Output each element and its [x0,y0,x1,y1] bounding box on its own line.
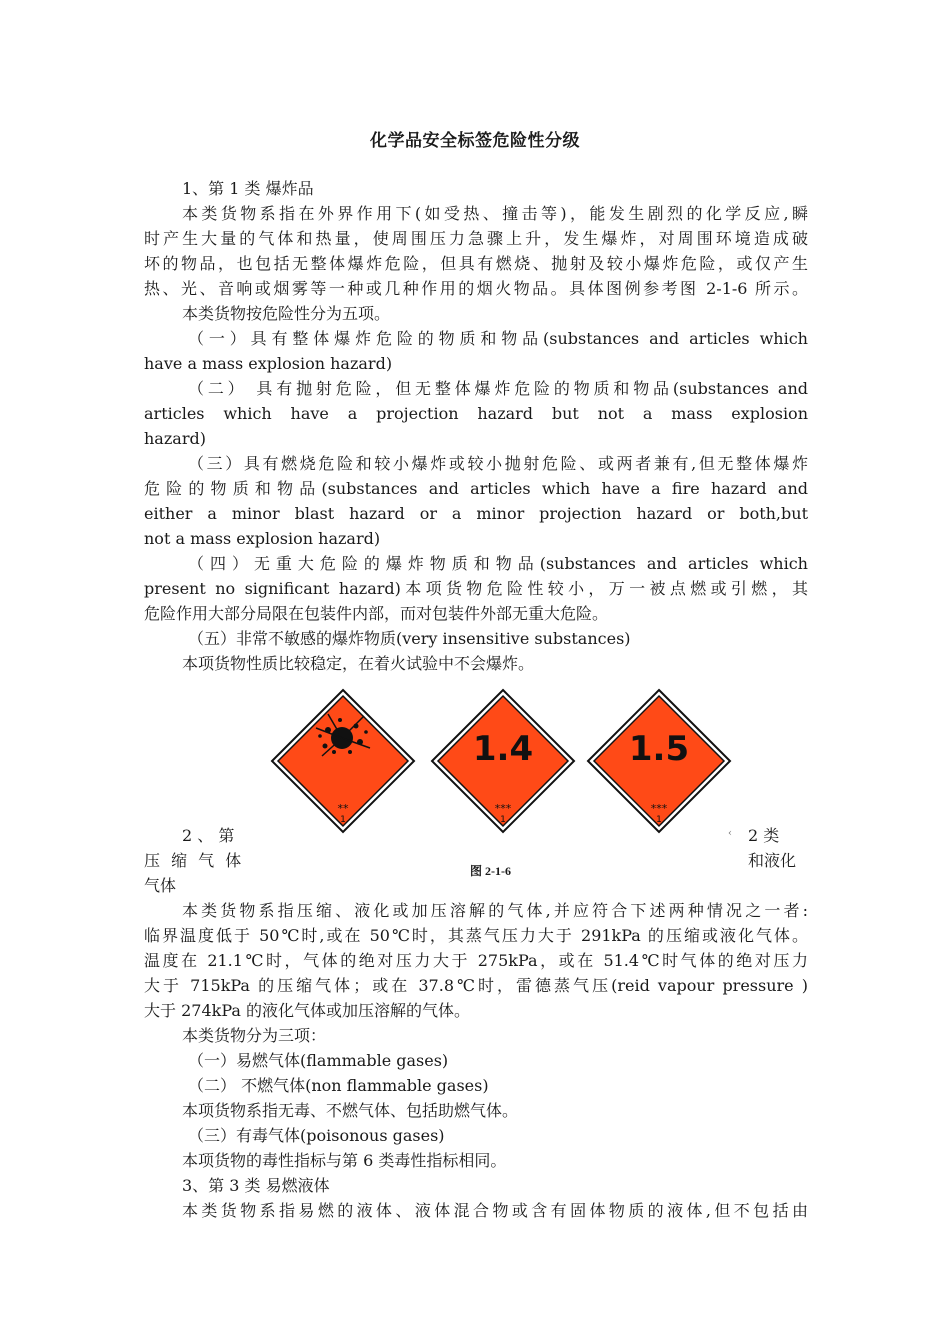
paragraph-line: 本类货物按危险性分为五项。 [182,304,391,323]
paragraph-line: 本类货物分为三项： [182,1026,327,1045]
sign-division-label: 1.5 [628,729,690,769]
section-2-heading-left: 气体 [144,876,177,895]
paragraph-line: 本项货物的毒性指标与第 6 类毒性指标相同。 [182,1151,507,1170]
paragraph-line: 本项货物性质比较稳定，在着火试验中不会爆炸。 [182,654,535,673]
list-item-line: （二） 具有抛射危险，但无整体爆炸危险的物质和物品(substances and [188,379,808,398]
explosive-1-1-diamond-sign [270,688,416,834]
list-item-line: hazard) [144,429,206,448]
list-item-line: （四）无重大危险的爆炸物质和物品(substances and articles which [188,554,808,573]
sign-class-number: 1 [340,815,346,825]
sign-class-number: 1 [500,815,506,825]
paragraph-line: 温度在 21.1℃时，气体的绝对压力大于 275kPa，或在 51.4℃时气体的绝对压力 [144,951,808,970]
list-item-line: （三）具有燃烧危险和较小爆炸或较小抛射危险、或两者兼有,但无整体爆炸 [188,454,808,473]
list-item-line: （三）有毒气体(poisonous gases) [188,1126,445,1145]
list-item-line: （一）具有整体爆炸危险的物质和物品(substances and articles which [188,329,808,348]
paragraph-line: 坏的物品，也包括无整体爆炸危险，但具有燃烧、抛射及较小爆炸危险，或仅产生 [144,254,808,273]
sign-class-number: 1 [656,815,662,825]
section-3-heading: 3、第 3 类 易燃液体 [182,1176,330,1195]
sign-stars: ** [337,802,349,815]
list-item-line: either a minor blast hazard or a minor projection hazard or both,but [144,504,808,523]
section-2-heading-right: 2 类 [748,826,780,845]
paragraph-line: 热、光、音响或烟雾等一种或几种作用的烟火物品。具体图例参考图 2-1-6 所示。 [144,279,808,298]
paragraph-line: 临界温度低于 50℃时,或在 50℃时，其蒸气压力大于 291kPa 的压缩或液化气体。 [144,926,808,945]
sign-stars: *** [650,802,668,815]
sign-stars: *** [494,802,512,815]
list-item-line: 危险作用大部分局限在包装件内部，而对包装件外部无重大危险。 [144,604,609,623]
caret-mark: ‹ [728,828,732,839]
list-item-line: 危险的物质和物品(substances and articles which have a fire hazard and [144,479,808,498]
section-1-heading: 1、第 1 类 爆炸品 [182,179,314,198]
paragraph-line: 时产生大量的气体和热量，使周围压力急骤上升，发生爆炸，对周围环境造成破 [144,229,808,248]
list-item-line: articles which have a projection hazard but not a mass explosion [144,404,808,423]
figure-caption: 图 2-1-6 [470,864,511,878]
list-item-line: present no significant hazard)本项货物危险性较小，万一被点燃或引燃，其 [144,579,808,598]
list-item-line: （五）非常不敏感的爆炸物质(very insensitive substances) [188,629,631,648]
list-item-line: not a mass explosion hazard) [144,529,381,548]
page-title: 化学品安全标签危险性分级 [370,131,580,151]
sign-division-label: 1.4 [472,729,534,769]
section-2-heading-left: 2 、 第 [182,826,235,845]
paragraph-line: 大于 715kPa 的压缩气体；或在 37.8℃时，雷德蒸气压(reid vapour pressure ) [144,976,808,995]
explosive-1-4-diamond-sign [430,688,576,834]
paragraph-line: 大于 274kPa 的液化气体或加压溶解的气体。 [144,1001,470,1020]
paragraph-line: 本类货物系指易燃的液体、液体混合物或含有固体物质的液体,但不包括由 [182,1201,808,1220]
paragraph-line: 本类货物系指压缩、液化或加压溶解的气体,并应符合下述两种情况之一者: [182,901,808,920]
paragraph-line: 本项货物系指无毒、不燃气体、包括助燃气体。 [182,1101,519,1120]
explosive-1-5-diamond-sign [586,688,732,834]
paragraph-line: 本类货物系指在外界作用下(如受热、撞击等)，能发生剧烈的化学反应,瞬 [182,204,808,223]
list-item-line: （二） 不燃气体(non flammable gases) [188,1076,489,1095]
section-2-heading-left: 压 缩 气 体 [144,851,245,870]
list-item-line: （一）易燃气体(flammable gases) [188,1051,449,1070]
section-2-heading-right: 和液化 [748,851,797,870]
list-item-line: have a mass explosion hazard) [144,354,393,373]
